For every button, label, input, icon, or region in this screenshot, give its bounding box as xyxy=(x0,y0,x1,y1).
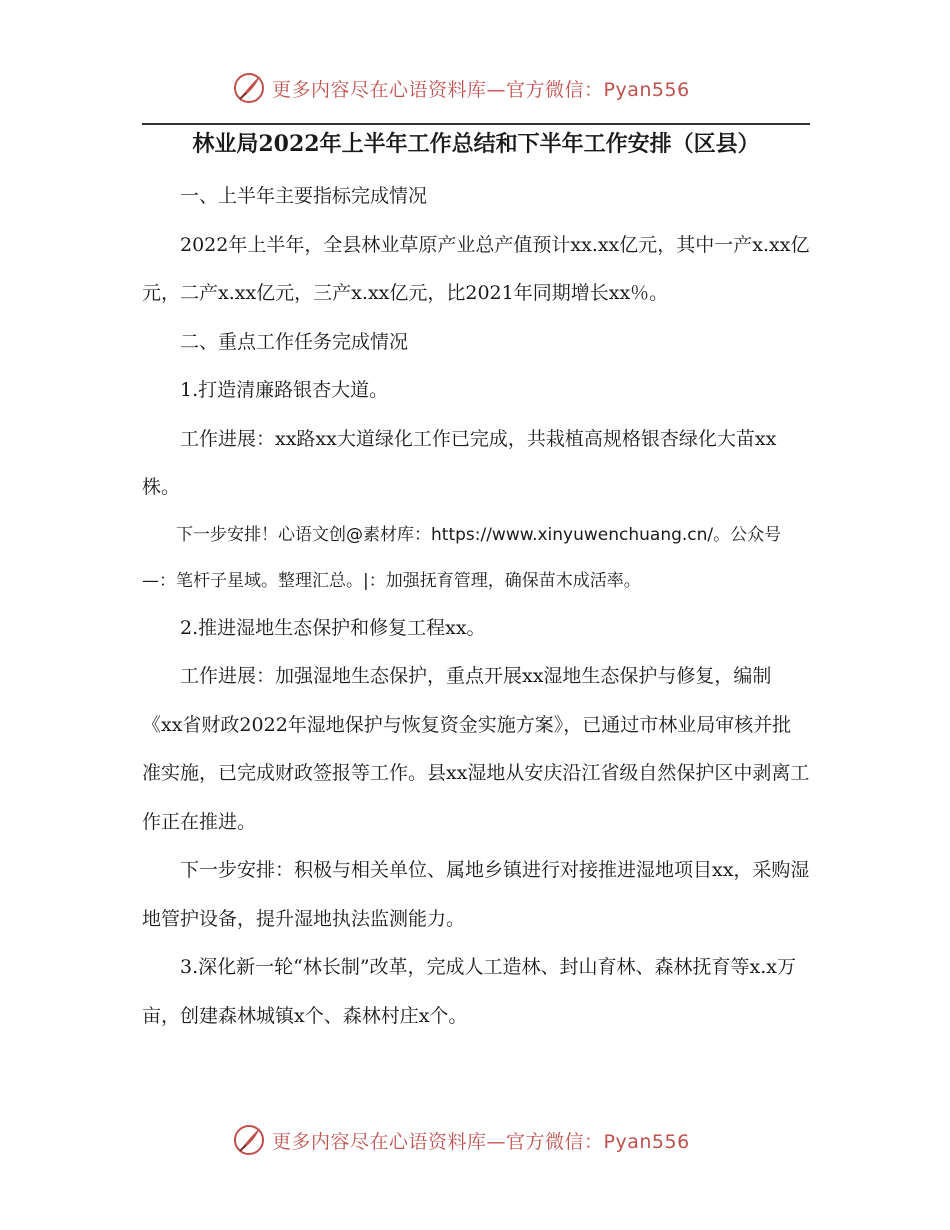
quill-logo-icon xyxy=(232,71,266,105)
task-heading: 3.深化新一轮“林长制”改革，完成人工造林、封山育林、森林抚育等x.x万亩，创建森林城镇x个、森林村庄x个。 xyxy=(142,956,797,1027)
task-heading: 1.打造清廉路银杏大道。 xyxy=(180,379,389,401)
paragraph: 工作进展：加强湿地生态保护，重点开展xx湿地生态保护与修复，编制《xx省财政2022年湿地保护与恢复资金实施方案》，已通过市林业局审核并批准实施，已完成财政签报等工作。县xx湿地从安庆沿江省级自然保护区中剥离工作正在推进。 xyxy=(142,665,810,833)
paragraph: 下一步安排：积极与相关单位、属地乡镇进行对接推进湿地项目xx，采购湿地管护设备，提升湿地执法监测能力。 xyxy=(142,859,810,930)
section-heading: 一、上半年主要指标完成情况 xyxy=(180,185,428,207)
title-rule xyxy=(142,123,810,125)
banner-text: 更多内容尽在心语资料库—官方微信：Pyan556 xyxy=(272,1130,690,1153)
paragraph: 2022年上半年，全县林业草原产业总产值预计xx.xx亿元，其中一产x.xx亿元，二产x.xx亿元，三产x.xx亿元，比2021年同期增长xx％。 xyxy=(142,233,810,304)
footer-banner xyxy=(232,1120,690,1160)
banner-text: 更多内容尽在心语资料库—官方微信：Pyan556 xyxy=(272,78,690,101)
quill-logo-icon xyxy=(232,1123,266,1157)
document-body xyxy=(142,172,810,1040)
header-banner xyxy=(232,68,690,108)
paragraph-watermark-note: 下一步安排！心语文创@素材库：https://www.xinyuwenchuang.cn/。公众号—：笔杆子星域。整理汇总。|：加强抚育管理，确保苗木成活率。 xyxy=(142,524,782,591)
task-heading: 2.推进湿地生态保护和修复工程xx。 xyxy=(180,616,486,639)
section-heading: 二、重点工作任务完成情况 xyxy=(180,330,409,353)
document-title: 林业局2022年上半年工作总结和下半年工作安排（区县） xyxy=(192,131,760,157)
paragraph: 工作进展：xx路xx大道绿化工作已完成，共栽植高规格银杏绿化大苗xx株。 xyxy=(142,427,777,498)
